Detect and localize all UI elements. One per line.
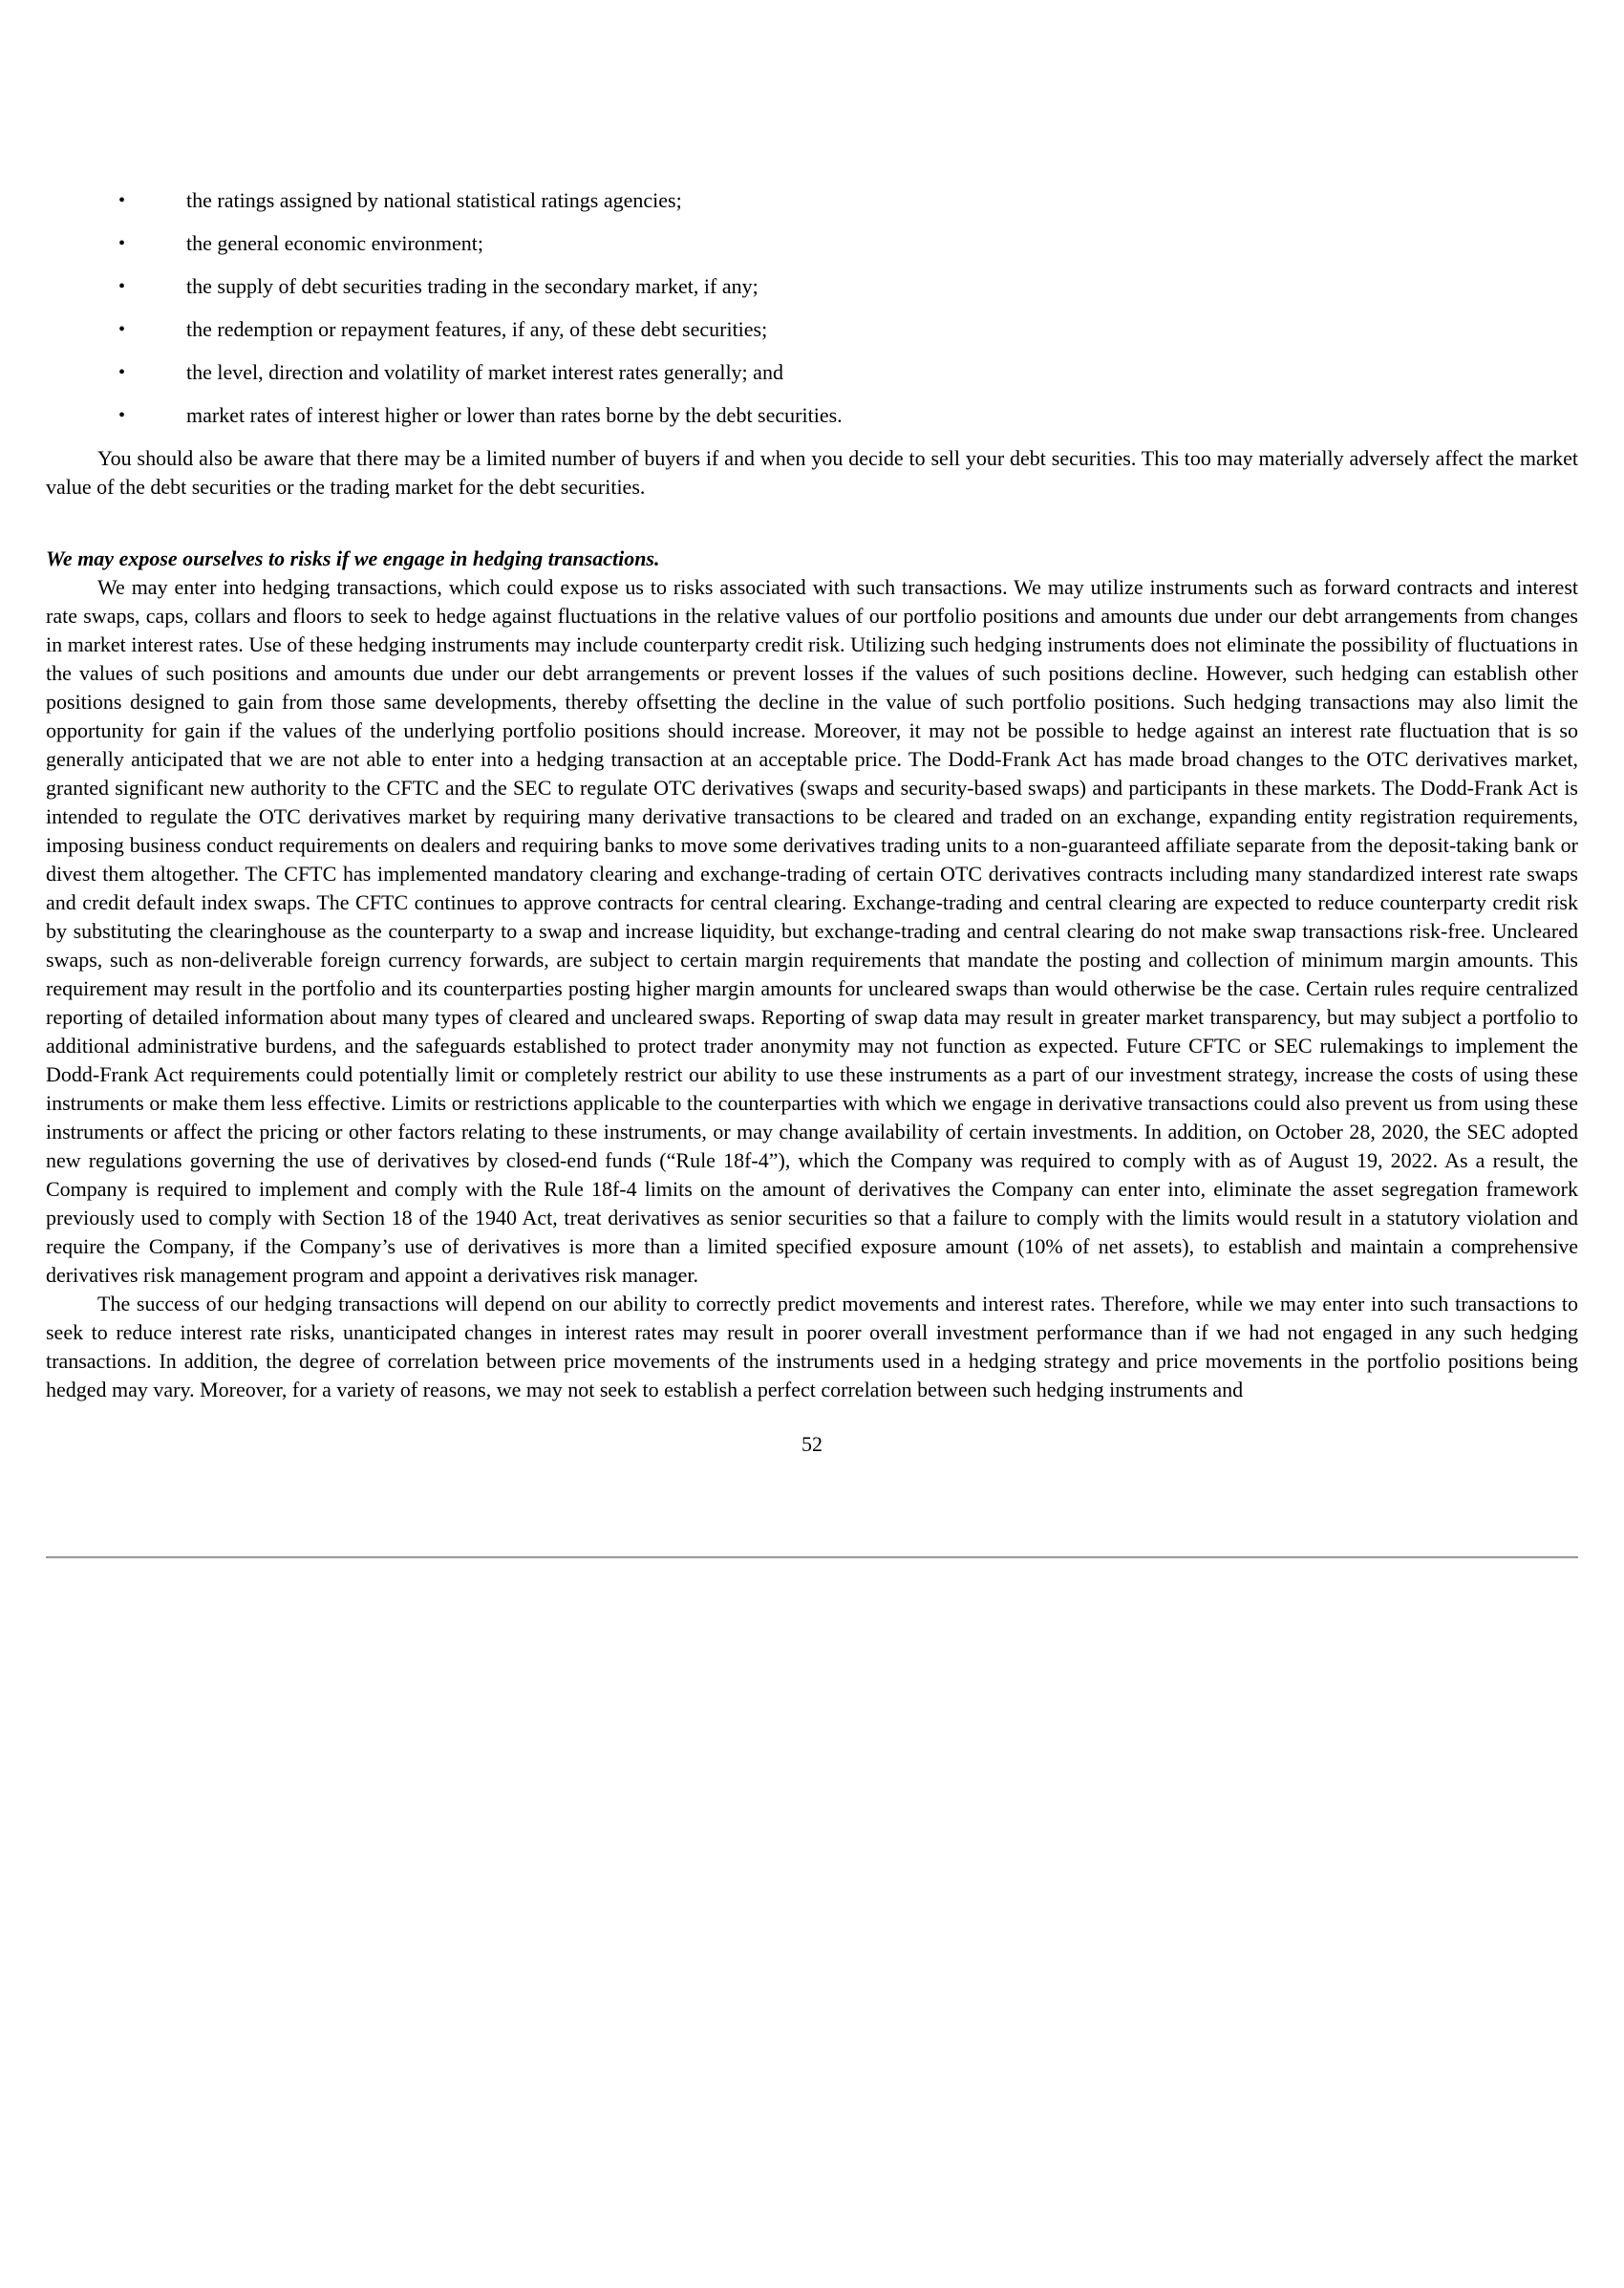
bullet-item [46,229,1578,258]
bullet-text: the ratings assigned by national statistical ratings agencies; [186,188,682,212]
bullet-icon: • [118,405,126,426]
bullet-item [46,272,1578,301]
bullet-item [46,315,1578,344]
bullet-text: the general economic environment; [186,231,483,255]
bullet-list [46,186,1578,430]
page-number: 52 [801,1432,823,1456]
paragraph-market-value: You should also be aware that there may be a limited number of buyers if and when you decide to sell your debt securities. This too may materially adversely affect the market value of the debt securities or the trading market for the debt securities. [46,446,1578,499]
document-page [0,186,1624,2288]
page-content [0,186,1624,1558]
bullet-text: the supply of debt securities trading in the secondary market, if any; [186,274,759,298]
bullet-text: the level, direction and volatility of market interest rates generally; and [186,360,783,384]
bullet-icon: • [118,276,126,297]
bullet-icon: • [118,190,126,211]
bullet-item [46,358,1578,387]
paragraph-hedging-success: The success of our hedging transactions will depend on our ability to correctly predict movements and interest rates. Therefore, while we may enter into such transactions to seek to reduce interest rate risks, unanticipated changes in interest rates may result in poorer overall investment performance than if we had not engaged in any such hedging transactions. In addition, the degree of correlation between price movements of the instruments used in a hedging strategy and price movements in the portfolio positions being hedged may vary. Moreover, for a variety of reasons, we may not seek to establish a perfect correlation between such hedging instruments and [46,1292,1578,1401]
bullet-item [46,401,1578,430]
bullet-text: market rates of interest higher or lower than rates borne by the debt securities. [186,403,843,427]
bullet-icon: • [118,233,126,254]
bullet-icon: • [118,319,126,340]
bullet-icon: • [118,362,126,383]
section-heading: We may expose ourselves to risks if we engage in hedging transactions. [46,546,660,570]
paragraph-hedging-risks: We may enter into hedging transactions, which could expose us to risks associated with such transactions. We may utilize instruments such as forward contracts and interest rate swaps, caps, collars and floors to seek to hedge against fluctuations in the relative values of our portfolio positions and amounts due under our debt arrangements from changes in market interest rates. Use of these hedging instruments may include counterparty credit risk. Utilizing such hedging instruments does not eliminate the possibility of fluctuations in the values of such positions and amounts due under our debt arrangements or prevent losses if the values of such positions decline. However, such hedging can establish other positions designed to gain from those same developments, thereby offsetting the decline in the value of such portfolio positions. Such hedging transactions may also limit the opportunity for gain if the values of the underlying portfolio positions should increase. Moreover, it may not be possible to hedge against an interest rate fluctuation that is so generally anticipated that we are not able to enter into a hedging transaction at an acceptable price. The Dodd-Frank Act has made broad changes to the OTC derivatives market, granted significant new authority to the CFTC and the SEC to regulate OTC derivatives (swaps and security-based swaps) and participants in these markets. The Dodd-Frank Act is intended to regulate the OTC derivatives market by requiring many derivative transactions to be cleared and traded on an exchange, expanding entity registration requirements, imposing business conduct requirements on dealers and requiring banks to move some derivatives trading units to a non-guaranteed affiliate separate from the deposit-taking bank or divest them altogether. The CFTC has implemented mandatory clearing and exchange-trading of certain OTC derivatives contracts including many standardized interest rate swaps and credit default index swaps. The CFTC continues to approve contracts for central clearing. Exchange-trading and central clearing are expected to reduce counterparty credit risk by substituting the clearinghouse as the counterparty to a swap and increase liquidity, but exchange-trading and central clearing do not make swap transactions risk-free. Uncleared swaps, such as non-deliverable foreign currency forwards, are subject to certain margin requirements that mandate the posting and collection of minimum margin amounts. This requirement may result in the portfolio and its counterparties posting higher margin amounts for uncleared swaps than would otherwise be the case. Certain rules require centralized reporting of detailed information about many types of cleared and uncleared swaps. Reporting of swap data may result in greater market transparency, but may subject a portfolio to additional administrative burdens, and the safeguards established to protect trader anonymity may not function as expected. Future CFTC or SEC rulemakings to implement the Dodd-Frank Act requirements could potentially limit or completely restrict our ability to use these instruments as a part of our investment strategy, increase the costs of using these instruments or make them less effective. Limits or restrictions applicable to the counterparties with which we engage in derivative transactions could also prevent us from using these instruments or affect the pricing or other factors relating to these instruments, or may change availability of certain investments. In addition, on October 28, 2020, the SEC adopted new regulations governing the use of derivatives by closed-end funds (“Rule 18f-4”), which the Company was required to comply with as of August 19, 2022. As a result, the Company is required to implement and comply with the Rule 18f-4 limits on the amount of derivatives the Company can enter into, eliminate the asset segregation framework previously used to comply with Section 18 of the 1940 Act, treat derivatives as senior securities so that a failure to comply with the limits would result in a statutory violation and require the Company, if the Company’s use of derivatives is more than a limited specified exposure amount (10% of net assets), to establish and maintain a comprehensive derivatives risk management program and appoint a derivatives risk manager. [46,575,1578,1287]
bullet-text: the redemption or repayment features, if any, of these debt securities; [186,317,768,341]
footer-divider [46,1556,1578,1558]
bullet-item [46,186,1578,215]
